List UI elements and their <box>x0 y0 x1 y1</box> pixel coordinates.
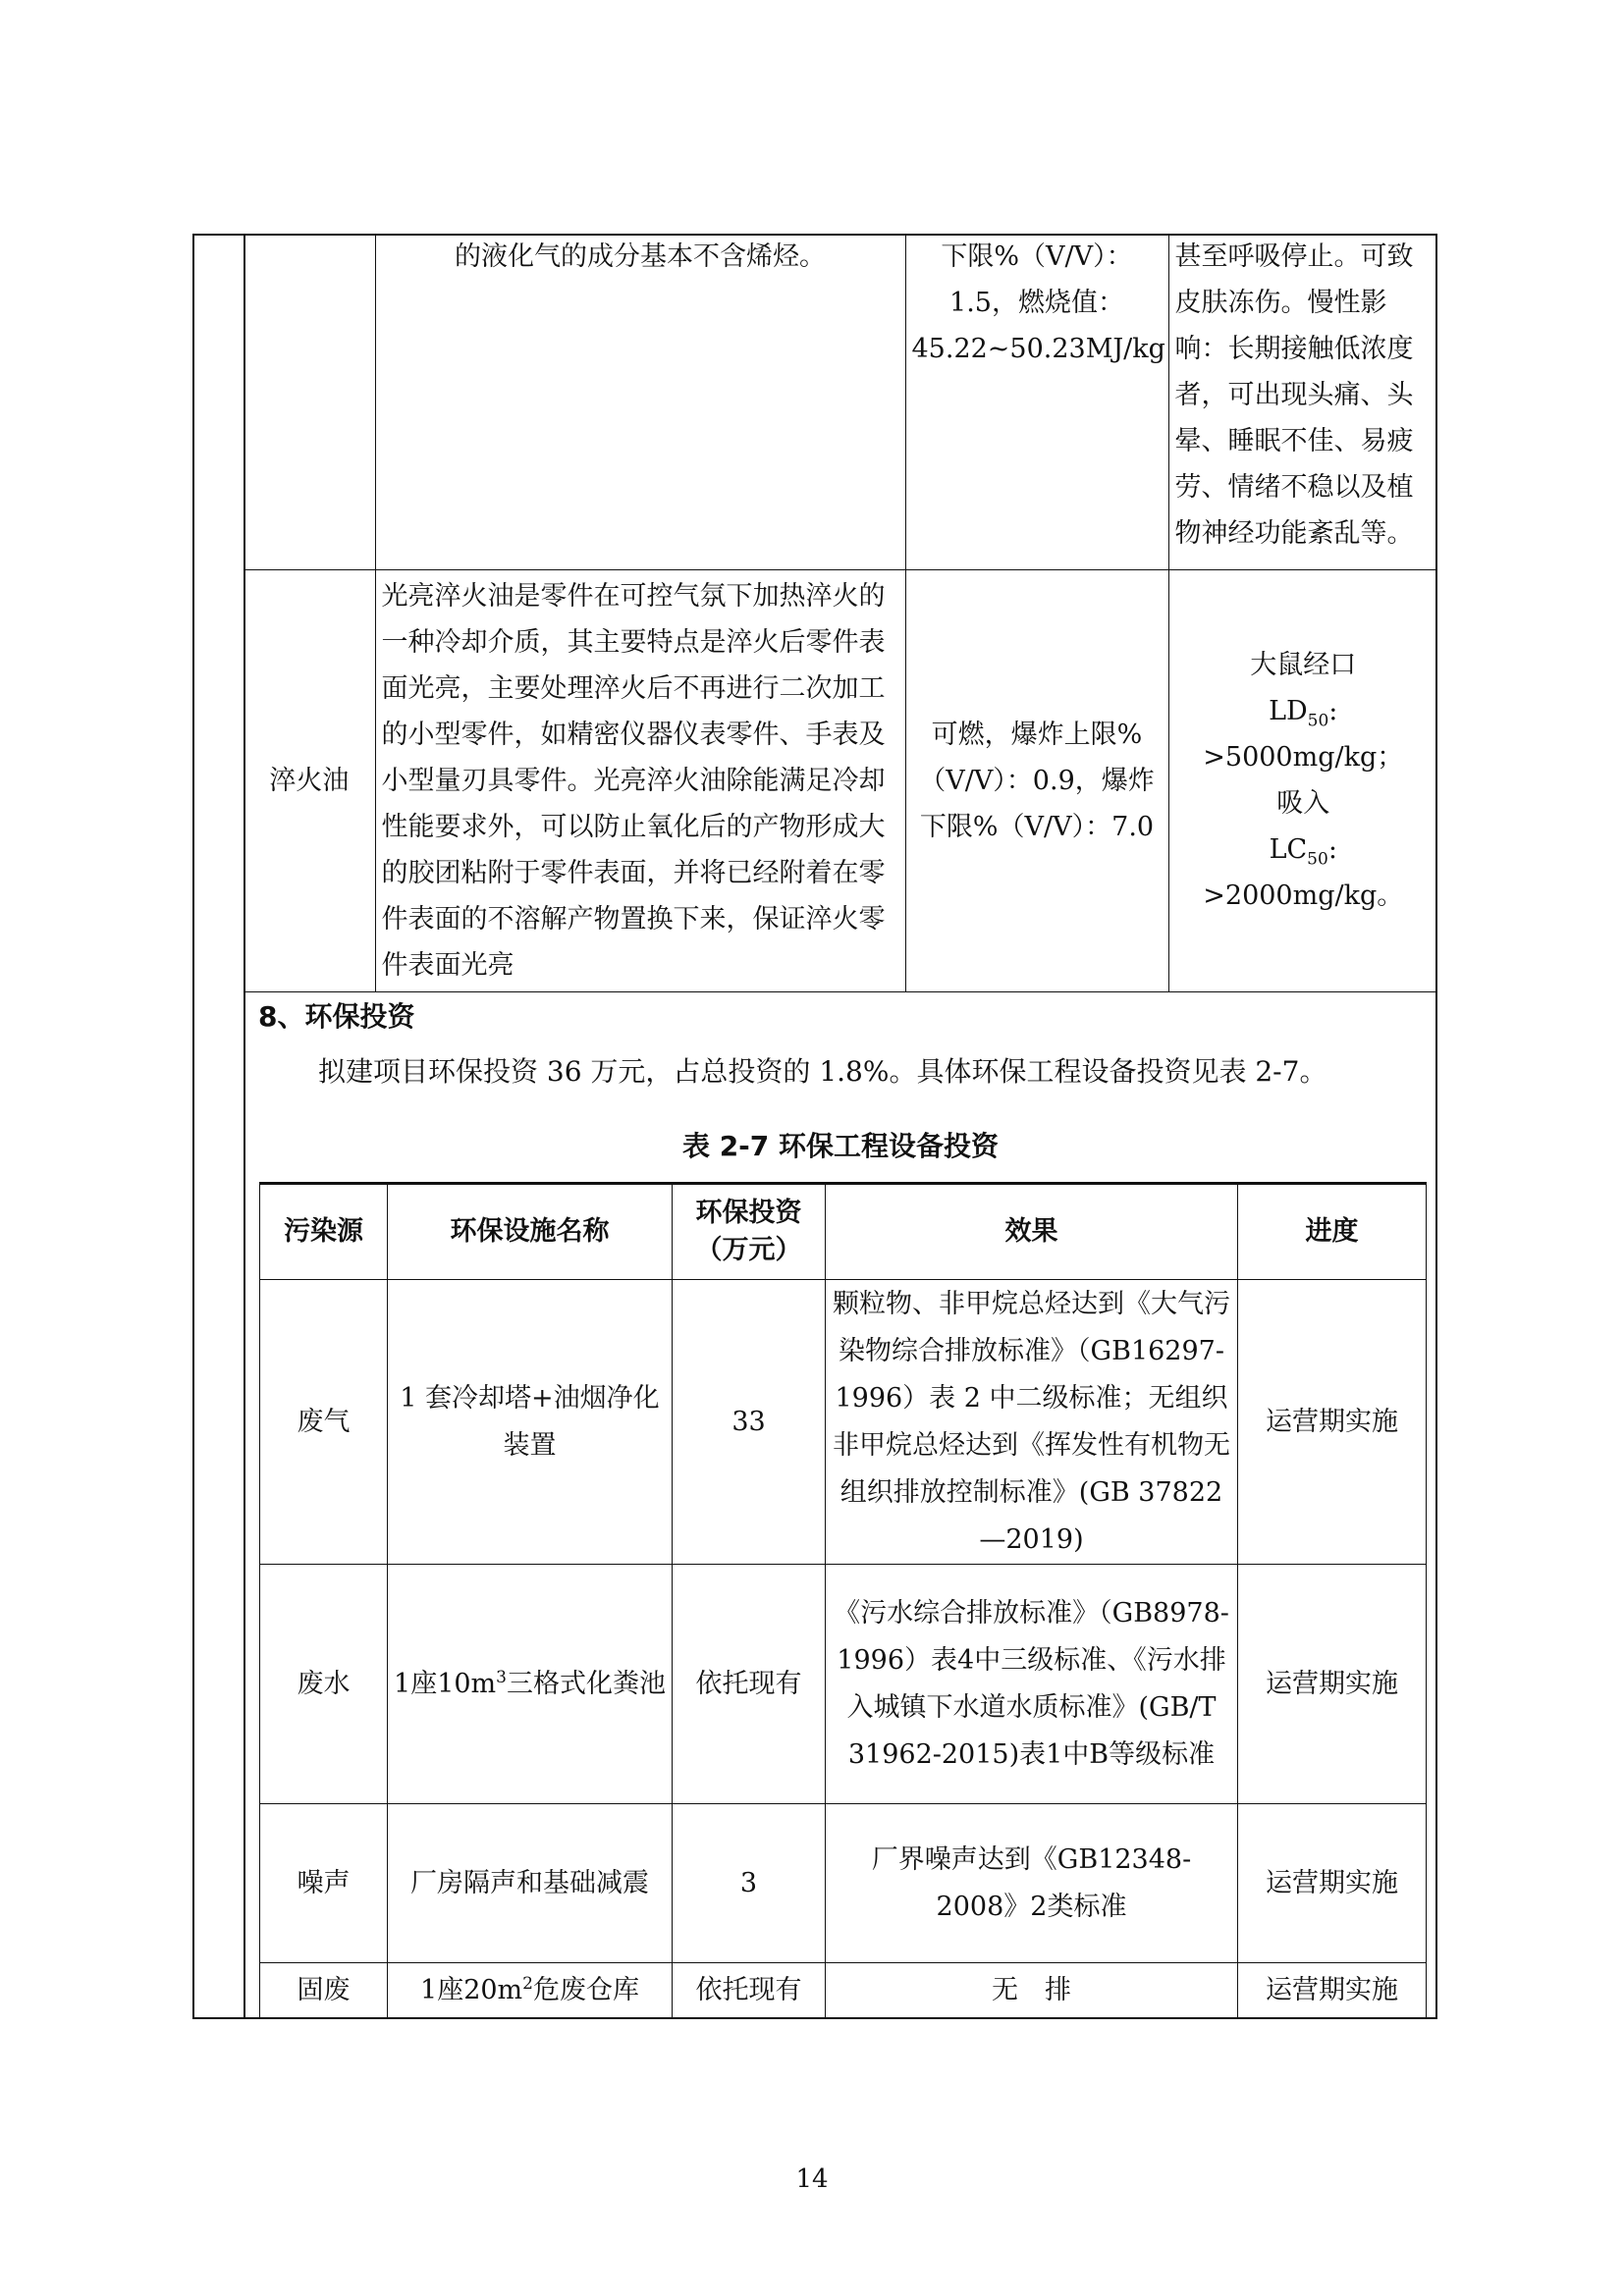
ld50-value: : >5000mg/kg； <box>1203 696 1404 773</box>
facility-cell <box>388 1565 673 1804</box>
table-row <box>260 1565 1427 1804</box>
effect-cell: 《污水综合排放标准》（GB8978-1996）表4中三级标准、《污水排入城镇下水道水质标准》(GB/T 31962-2015)表1中B等级标准 <box>826 1565 1238 1804</box>
substance-description: 的液化气的成分基本不含烯烃。 <box>375 234 905 569</box>
header-cell: 污染源 <box>260 1184 388 1280</box>
header-cell: 环保设施名称 <box>388 1184 673 1280</box>
substance-table <box>244 234 1437 992</box>
facility-sup: 2 <box>522 1973 533 1994</box>
table-row <box>260 1804 1427 1963</box>
substance-name <box>244 234 375 569</box>
source-cell: 废水 <box>260 1565 388 1804</box>
investment-cell: 依托现有 <box>673 1963 826 2018</box>
page-number: 14 <box>795 2164 829 2194</box>
facility-pre: 1座20m <box>420 1974 523 2005</box>
facility-cell: 厂房隔声和基础减震 <box>388 1804 673 1963</box>
table-row <box>260 1963 1427 2018</box>
header-cell: 进度 <box>1238 1184 1427 1280</box>
table-row <box>244 234 1437 569</box>
toxicity-ld50: $LD_{50}$: >5000mg/kg； <box>1203 696 1404 773</box>
section-paragraph: 拟建项目环保投资 36 万元，占总投资的 1.8%。具体环保工程设备投资见表 2-7。 <box>318 1055 1327 1088</box>
source-cell: 噪声 <box>260 1804 388 1963</box>
facility-pre: 1座10m <box>394 1668 497 1699</box>
substance-description: 光亮淬火油是零件在可控气氛下加热淬火的一种冷却介质，其主要特点是淬火后零件表面光亮，主要处理淬火后不再进行二次加工的小型零件，如精密仪器仪表零件、手表及小型量刃具零件。光亮淬火油除能满足冷却性能要求外，可以防止氧化后的产物形成大的胶团粘附于零件表面，并将已经附着在零件表面的不溶解产物置换下来，保证淬火零件表面光亮 <box>375 569 905 991</box>
schedule-cell: 运营期实施 <box>1238 1565 1427 1804</box>
effect-cell: 无 排 <box>826 1963 1238 2018</box>
toxicity-lc50: $LC_{50}$: >2000mg/kg。 <box>1203 834 1404 911</box>
investment-cell: 依托现有 <box>673 1565 826 1804</box>
section-title: 8、环保投资 <box>258 1000 415 1033</box>
facility-cell: 1 套冷却塔+油烟净化装置 <box>388 1280 673 1565</box>
header-cell: 效果 <box>826 1184 1238 1280</box>
source-cell: 固废 <box>260 1963 388 2018</box>
schedule-cell: 运营期实施 <box>1238 1280 1427 1565</box>
table-row <box>260 1280 1427 1565</box>
investment-table <box>259 1182 1427 2018</box>
toxicity-oral-label: 大鼠经口 <box>1250 650 1357 680</box>
substance-hazard: 可燃，爆炸上限%（V/V）：0.9，爆炸下限%（V/V）：7.0 <box>905 569 1168 991</box>
substance-toxicity: 甚至呼吸停止。可致皮肤冻伤。慢性影响：长期接触低浓度者，可出现头痛、头晕、睡眠不佳、易疲劳、情绪不稳以及植物神经功能紊乱等。 <box>1168 234 1437 569</box>
investment-cell: 3 <box>673 1804 826 1963</box>
substance-name: 淬火油 <box>244 569 375 991</box>
facility-sup: 3 <box>496 1667 507 1687</box>
facility-cell <box>388 1963 673 2018</box>
table-row <box>244 569 1437 991</box>
facility-post: 危废仓库 <box>532 1974 639 2005</box>
substance-toxicity <box>1168 569 1437 991</box>
table-header-row <box>260 1184 1427 1280</box>
effect-cell: 颗粒物、非甲烷总烃达到《大气污染物综合排放标准》（GB16297-1996）表 2 中二级标准；无组织非甲烷总烃达到《挥发性有机物无组织排放控制标准》(GB 37822—2019) <box>826 1280 1238 1565</box>
schedule-cell: 运营期实施 <box>1238 1804 1427 1963</box>
substance-hazard: 下限%（V/V）：1.5，燃烧值：45.22~50.23MJ/kg <box>905 234 1168 569</box>
facility-post: 三格式化粪池 <box>506 1668 666 1699</box>
table-caption: 表 2-7 环保工程设备投资 <box>681 1130 1000 1162</box>
lc50-value: : >2000mg/kg。 <box>1203 834 1404 911</box>
header-cell: 环保投资（万元） <box>673 1184 826 1280</box>
investment-cell: 33 <box>673 1280 826 1565</box>
effect-cell: 厂界噪声达到《GB12348-2008》2类标准 <box>826 1804 1238 1963</box>
schedule-cell: 运营期实施 <box>1238 1963 1427 2018</box>
toxicity-inhale-label: 吸入 <box>1276 788 1330 819</box>
source-cell: 废气 <box>260 1280 388 1565</box>
